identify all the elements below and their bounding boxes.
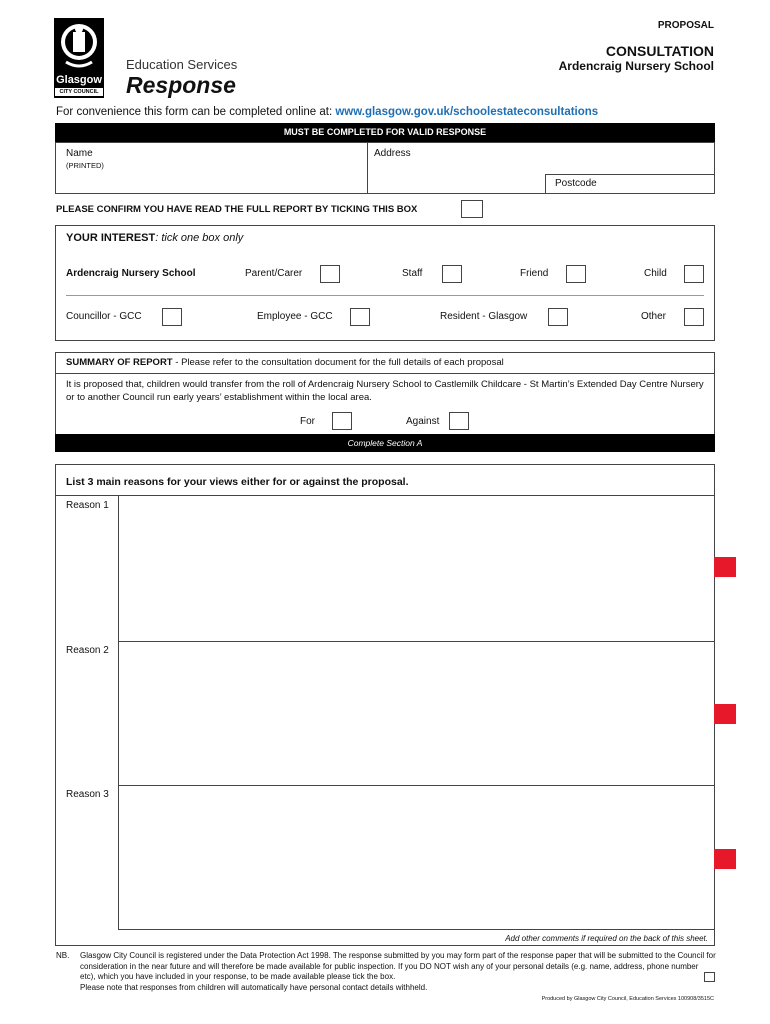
summary-heading — [66, 357, 504, 368]
reason-2-field[interactable] — [118, 641, 715, 786]
data-protection-checkbox[interactable] — [704, 972, 715, 982]
interest-heading — [66, 232, 243, 244]
form-title: Response — [126, 72, 236, 98]
logo-text-council: CITY COUNCIL — [55, 88, 103, 96]
name-label: Name — [66, 148, 93, 159]
against-label: Against — [406, 416, 440, 427]
reason-3-label: Reason 3 — [66, 789, 109, 800]
interest-option-councillor: Councillor - GCC — [66, 311, 142, 322]
other-checkbox[interactable] — [684, 308, 704, 326]
logo-text-glasgow: Glasgow — [56, 74, 102, 86]
confirm-checkbox[interactable] — [461, 200, 483, 218]
reason-1-label: Reason 1 — [66, 500, 109, 511]
for-label: For — [300, 416, 315, 427]
dept-name: Education Services — [126, 57, 238, 72]
confirm-text: PLEASE CONFIRM YOU HAVE READ THE FULL REPORT BY TICKING THIS BOX — [56, 204, 418, 215]
summary-subtitle: - Please refer to the consultation document for the full details of each proposal — [172, 357, 504, 368]
reason-2-label: Reason 2 — [66, 645, 109, 656]
consultation-label: CONSULTATION — [605, 43, 714, 59]
interest-option-friend: Friend — [520, 268, 549, 279]
address-field[interactable] — [368, 143, 714, 173]
against-checkbox[interactable] — [449, 412, 469, 430]
summary-divider — [56, 373, 714, 374]
interest-option-child: Child — [644, 268, 667, 279]
school-name: Ardencraig Nursery School — [558, 59, 714, 73]
red-edge-tab — [714, 557, 736, 577]
child-checkbox[interactable] — [684, 265, 704, 283]
for-checkbox[interactable] — [332, 412, 352, 430]
interest-option-employee: Employee - GCC — [257, 311, 333, 322]
address-label: Address — [374, 148, 411, 159]
printed-label: (PRINTED) — [66, 161, 104, 170]
interest-option-school: Ardencraig Nursery School — [66, 268, 196, 279]
reason-3-field[interactable] — [118, 785, 715, 930]
online-text — [56, 106, 598, 118]
reasons-footer: Add other comments if required on the back of this sheet. — [505, 934, 708, 943]
summary-title: SUMMARY OF REPORT — [66, 357, 173, 368]
friend-checkbox[interactable] — [566, 265, 586, 283]
resident-checkbox[interactable] — [548, 308, 568, 326]
valid-response-bar: MUST BE COMPLETED FOR VALID RESPONSE — [55, 123, 715, 142]
councillor-checkbox[interactable] — [162, 308, 182, 326]
online-prefix: For convenience this form can be completed online at: — [56, 106, 336, 118]
council-logo — [54, 18, 104, 98]
interest-subtitle: : tick one box only — [155, 232, 244, 244]
nb-text-children: Please note that responses from children will automatically have personal contact details withheld. — [80, 983, 428, 992]
interest-option-other: Other — [641, 311, 667, 322]
nb-text: Glasgow City Council is registered under the Data Protection Act 1998. The response submitted by you may form part of the response paper that will be submitted to the Council for consideration in the near future and will therefore be made available for public inspection. If you DO NOT wish any of your personal details (e.g. name, address, phone number etc), which you have included in your response, to be made available please tick the box. — [80, 951, 716, 981]
red-edge-tab — [714, 849, 736, 869]
reason-1-field[interactable] — [118, 495, 715, 642]
postcode-label: Postcode — [555, 178, 597, 189]
interest-option-resident: Resident - Glasgow — [440, 311, 528, 322]
proposal-label: PROPOSAL — [657, 20, 714, 31]
parent-checkbox[interactable] — [320, 265, 340, 283]
produced-by: Produced by Glasgow City Council, Education Services 100908/3515C — [541, 996, 714, 1002]
crest-icon — [54, 18, 104, 74]
interest-option-staff: Staff — [402, 268, 423, 279]
section-a-bar: Complete Section A — [55, 434, 715, 452]
interest-title: YOUR INTEREST — [66, 232, 156, 244]
reasons-title: List 3 main reasons for your views either for or against the proposal. — [66, 476, 409, 488]
red-edge-tab — [714, 704, 736, 724]
interest-divider — [66, 295, 704, 296]
online-url-link[interactable]: www.glasgow.gov.uk/schoolestateconsultations — [335, 106, 599, 118]
employee-checkbox[interactable] — [350, 308, 370, 326]
summary-body: It is proposed that, children would transfer from the roll of Ardencraig Nursery School to Castlemilk Childcare - St Martin’s Extended Day Centre Nursery or to another Council run early years’ establishment within the local area. — [66, 379, 704, 403]
interest-option-parent: Parent/Carer — [245, 268, 303, 279]
nb-label: NB. — [56, 951, 70, 960]
staff-checkbox[interactable] — [442, 265, 462, 283]
